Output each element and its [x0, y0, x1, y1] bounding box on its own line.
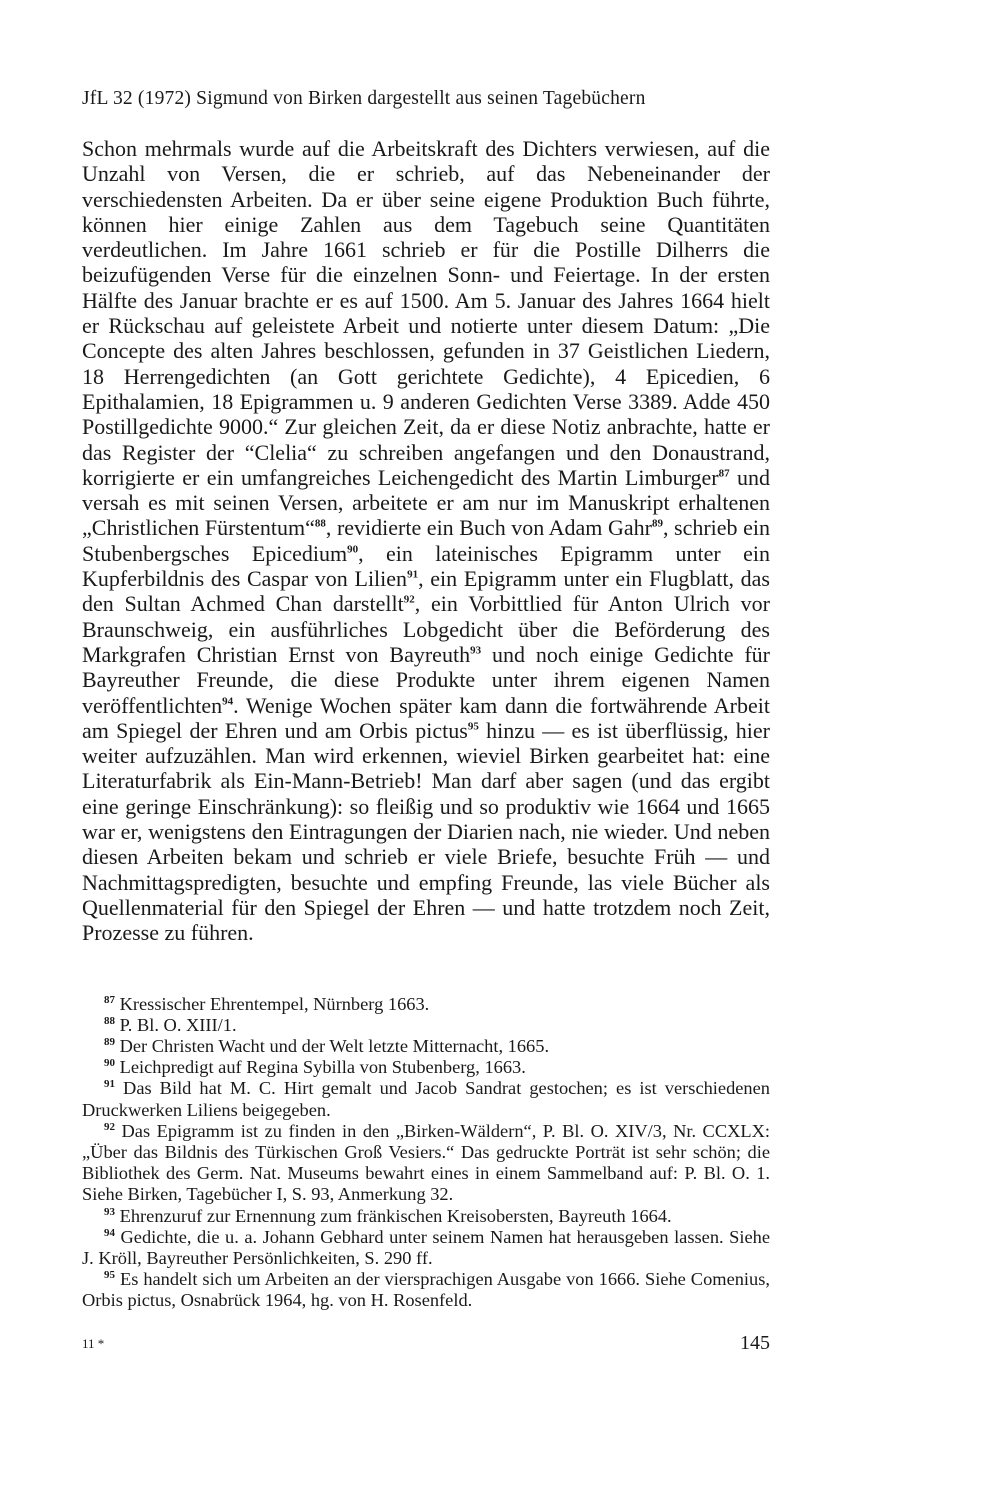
- footnote-number: 95: [104, 1269, 115, 1282]
- footnote-95: [82, 1269, 770, 1311]
- footnote-text: Leichpredigt auf Regina Sybilla von Stubenberg, 1663.: [115, 1057, 526, 1078]
- body-text-segment: und versah es mit seinen Versen, arbeitete er am nur im Manuskript erhaltenen „Christlichen Fürstentum“: [82, 464, 771, 541]
- footnote-91: [82, 1078, 770, 1120]
- footnote-87: [82, 994, 770, 1015]
- footnotes: [82, 994, 770, 1312]
- footnote-text: Der Christen Wacht und der Welt letzte Mitternacht, 1665.: [115, 1035, 550, 1056]
- footnote-text: Das Bild hat M. C. Hirt gemalt und Jacob Sandrat gestochen; es ist verschiedenen Druckwerken Liliens beigegeben.: [82, 1078, 770, 1120]
- body-text-segment: und noch einige Gedichte für Bayreuther Freunde, die diese Produkte unter ihrem eigenen Namen veröffentlichten: [82, 641, 771, 718]
- body-text-segment: , ein Epigramm unter ein Flugblatt, das den Sultan Achmed Chan darstellt: [82, 566, 770, 617]
- body-text-segment: Schon mehrmals wurde auf die Arbeitskraft des Dichters verwiesen, auf die Unzahl von Versen, die er schrieb, auf das Nebeneinander der verschiedensten Arbeiten. Da er über seine eigene Produktion Buch führte, können hier einige Zahlen aus dem Tagebuch seine Quantitäten verdeutlichen. Im Jahre 1661 schrieb er für die Postille Dilherrs die beizufügenden Verse für die einzelnen Sonn- und Feiertage. In der ersten Hälfte des Januar brachte er es auf 1500. Am 5. Januar des Jahres 1664 hielt er Rückschau auf geleistete Arbeit und notierte unter diesem Datum: „Die Concepte des alten Jahres beschlossen, gefunden in 37 Geistlichen Liedern, 18 Herrengedichten (an Gott gerichtete Gedichte), 4 Epicedien, 6 Epithalamien, 18 Epigrammen u. 9 anderen Gedichten Verse 3389. Adde 450 Postillgedichte 9000.“ Zur gleichen Zeit, da er diese Notiz anbrachte, hatte er das Register der “Clelia“ zu schreiben angefangen und den Donaustrand, korrigierte er ein umfangreiches Leichengedicht des Martin Limburger: [82, 136, 770, 490]
- body-text-segment: , schrieb ein Stubenbergsches Epicedium: [82, 515, 771, 566]
- footnote-text: Ehrenzuruf zur Ernennung zum fränkischen Kreisobersten, Bayreuth 1664.: [115, 1205, 672, 1226]
- running-head: JfL 32 (1972) Sigmund von Birken dargestellt aus seinen Tagebüchern: [82, 88, 646, 109]
- footnote-ref-92[interactable]: 92: [403, 594, 415, 607]
- footnote-number: 91: [104, 1078, 115, 1091]
- page-footer: [82, 1332, 770, 1356]
- footnote-ref-90[interactable]: 90: [347, 543, 359, 556]
- footnote-ref-95[interactable]: 95: [467, 720, 479, 733]
- body-text-segment: , ein Vorbittlied für Anton Ulrich vor Braunschweig, ein ausführliches Lobgedicht über die Beförderung des Markgrafen Christian Ernst von Bayreuth: [82, 591, 770, 667]
- footnote-number: 94: [104, 1226, 115, 1239]
- footnote-number: 88: [104, 1014, 115, 1027]
- footnote-number: 93: [104, 1205, 115, 1218]
- footnote-90: [82, 1057, 770, 1078]
- footnote-ref-89[interactable]: 89: [651, 518, 663, 531]
- body-text-segment: hinzu — es ist überflüssig, hier weiter aufzuzählen. Man wird erkennen, wieviel Birken gearbeitet hat: eine Literaturfabrik als Ein-Mann-Betrieb! Man darf aber sagen (und das ergibt eine geringe Einschränkung): so fleißig und so produktiv wie 1664 und 1665 war er, wenigstens den Eintragungen der Diarien nach, nie wieder. Und neben diesen Arbeiten bekam und schrieb er viele Briefe, besuchte Früh — und Nachmittagspredigten, besuchte und empfing Freunde, las viele Bücher als Quellenmaterial für den Spiegel der Ehren — und hatte trotzdem noch Zeit, Prozesse zu führen.: [82, 717, 770, 946]
- footnote-ref-94[interactable]: 94: [222, 695, 234, 708]
- page-number: 145: [740, 1332, 770, 1354]
- footnote-number: 92: [104, 1120, 115, 1133]
- footnote-ref-88[interactable]: 88: [314, 518, 326, 531]
- footnote-ref-91[interactable]: 91: [407, 568, 419, 581]
- footnote-92: [82, 1121, 770, 1206]
- footnote-93: [82, 1206, 770, 1227]
- body-paragraph: [82, 136, 770, 946]
- footnote-text: Gedichte, die u. a. Johann Gebhard unter seinem Namen hat herausgeben lassen. Siehe J. Kröll, Bayreuther Persönlichkeiten, S. 290 ff.: [82, 1226, 770, 1268]
- footnote-88: [82, 1015, 770, 1036]
- signature-mark: 11 *: [82, 1336, 105, 1351]
- footnote-89: [82, 1036, 770, 1057]
- body-text-segment: , ein lateinisches Epigramm unter ein Kupferbildnis des Caspar von Lilien: [82, 540, 770, 592]
- footnote-number: 90: [104, 1056, 115, 1069]
- footnote-number: 89: [104, 1035, 115, 1048]
- page: [82, 86, 770, 1312]
- footnote-text: Kressischer Ehrentempel, Nürnberg 1663.: [115, 993, 430, 1014]
- body-text-segment: . Wenige Wochen später kam dann die fortwährende Arbeit am Spiegel der Ehren und am Orbis pictus: [82, 692, 770, 743]
- footnote-text: Es handelt sich um Arbeiten an der viersprachigen Ausgabe von 1666. Siehe Comenius, Orbis pictus, Osnabrück 1964, hg. von H. Rosenfeld.: [82, 1269, 770, 1311]
- footnote-number: 87: [104, 993, 115, 1006]
- footnote-ref-93[interactable]: 93: [470, 644, 482, 657]
- footnote-text: Das Epigramm ist zu finden in den „Birken-Wäldern“, P. Bl. O. XIV/3, Nr. CCXLX: „Über das Bildnis des Türkischen Groß Vesiers.“ Das gedruckte Porträt ist sehr schön; die Bibliothek des Germ. Nat. Museums bewahrt eines in einem Sammelband auf: P. Bl. O. 1. Siehe Birken, Tagebücher I, S. 93, Anmerkung 32.: [82, 1120, 770, 1205]
- footnote-94: [82, 1227, 770, 1269]
- body-text-segment: , revidierte ein Buch von Adam Gahr: [325, 515, 652, 541]
- footnote-ref-87[interactable]: 87: [718, 467, 730, 480]
- footnote-text: P. Bl. O. XIII/1.: [115, 1014, 237, 1035]
